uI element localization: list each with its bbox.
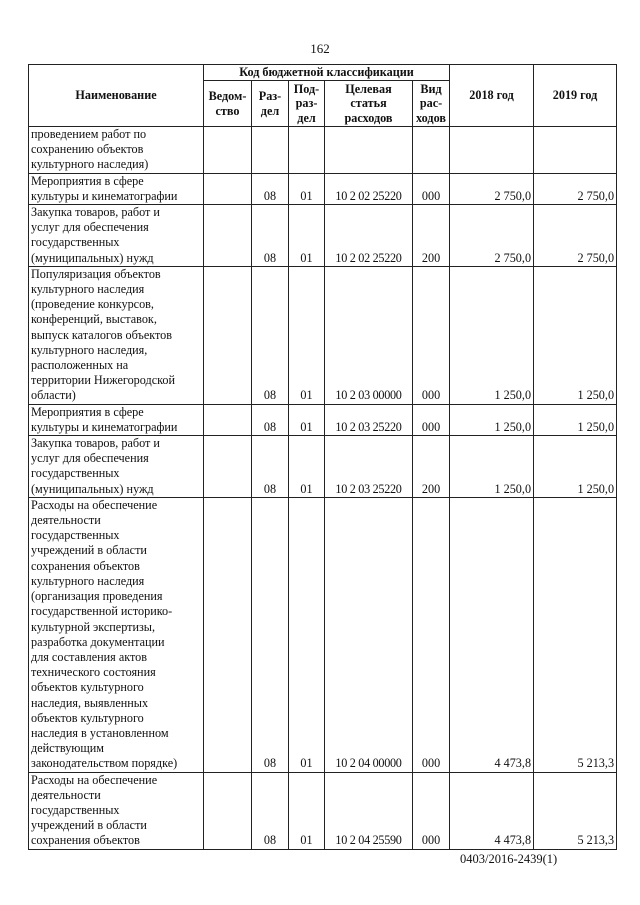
cell-target-item: 10 2 03 25220 xyxy=(325,404,413,435)
table-row xyxy=(29,173,617,204)
header-target-item: Целевая статья расходов xyxy=(325,81,413,127)
cell-target-item: 10 2 03 00000 xyxy=(325,266,413,404)
table-row xyxy=(29,436,617,498)
cell-expense-type: 000 xyxy=(413,497,450,772)
cell-year-2019: 5 213,3 xyxy=(534,772,617,849)
cell-target-item: 10 2 02 25220 xyxy=(325,205,413,267)
cell-department xyxy=(204,436,252,498)
cell-section: 08 xyxy=(252,772,289,849)
table-body xyxy=(29,127,617,850)
cell-section: 08 xyxy=(252,497,289,772)
table-row xyxy=(29,772,617,849)
table-row xyxy=(29,497,617,772)
page-number: 162 xyxy=(310,41,330,56)
table-row xyxy=(29,266,617,404)
cell-year-2018: 2 750,0 xyxy=(450,205,534,267)
cell-year-2018: 1 250,0 xyxy=(450,436,534,498)
cell-target-item: 10 2 04 25590 xyxy=(325,772,413,849)
cell-section: 08 xyxy=(252,404,289,435)
cell-section: 08 xyxy=(252,173,289,204)
cell-section xyxy=(252,127,289,174)
cell-subsection: 01 xyxy=(289,772,325,849)
cell-year-2019: 1 250,0 xyxy=(534,436,617,498)
header-expense-type: Вид рас- ходов xyxy=(413,81,450,127)
cell-department xyxy=(204,497,252,772)
cell-name: Мероприятия в сфере культуры и кинематографии xyxy=(29,173,204,204)
cell-department xyxy=(204,173,252,204)
cell-subsection xyxy=(289,127,325,174)
cell-name: Расходы на обеспечение деятельности государственных учреждений в области сохранения объектов xyxy=(29,772,204,849)
cell-expense-type: 200 xyxy=(413,205,450,267)
cell-expense-type: 000 xyxy=(413,266,450,404)
cell-name: Закупка товаров, работ и услуг для обеспечения государственных (муниципальных) нужд xyxy=(29,436,204,498)
header-section: Раз- дел xyxy=(252,81,289,127)
cell-expense-type: 000 xyxy=(413,772,450,849)
cell-section: 08 xyxy=(252,266,289,404)
cell-subsection: 01 xyxy=(289,497,325,772)
cell-department xyxy=(204,404,252,435)
cell-name: Расходы на обеспечение деятельности государственных учреждений в области сохранения объектов культурного наследия (организация проведения государственной историко- культурной экспертизы, разработка документации для составления актов технического состояния объектов культурного наследия, выявленных объектов культурного наследия в установленном действующим законодательством порядке) xyxy=(29,497,204,772)
header-code-group: Код бюджетной классификации xyxy=(204,65,450,81)
cell-name: Популяризация объектов культурного наследия (проведение конкурсов, конференций, выставок, выпуск каталогов объектов культурного наследия, расположенных на территории Нижегородской области) xyxy=(29,266,204,404)
cell-year-2019: 1 250,0 xyxy=(534,266,617,404)
header-department: Ведом- ство xyxy=(204,81,252,127)
header-row-top xyxy=(29,65,617,81)
cell-subsection: 01 xyxy=(289,173,325,204)
table-row xyxy=(29,404,617,435)
document-code: 0403/2016-2439(1) xyxy=(460,852,558,866)
cell-name: проведением работ по сохранению объектов культурного наследия) xyxy=(29,127,204,174)
cell-target-item: 10 2 03 25220 xyxy=(325,436,413,498)
cell-department xyxy=(204,266,252,404)
header-year-2018: 2018 год xyxy=(450,65,534,127)
cell-target-item: 10 2 04 00000 xyxy=(325,497,413,772)
cell-expense-type: 000 xyxy=(413,173,450,204)
cell-year-2019: 1 250,0 xyxy=(534,404,617,435)
cell-year-2019 xyxy=(534,127,617,174)
table-row xyxy=(29,127,617,174)
cell-year-2018 xyxy=(450,127,534,174)
cell-target-item xyxy=(325,127,413,174)
cell-year-2019: 2 750,0 xyxy=(534,205,617,267)
cell-year-2019: 5 213,3 xyxy=(534,497,617,772)
cell-year-2018: 1 250,0 xyxy=(450,266,534,404)
cell-department xyxy=(204,772,252,849)
cell-expense-type xyxy=(413,127,450,174)
cell-expense-type: 000 xyxy=(413,404,450,435)
cell-target-item: 10 2 02 25220 xyxy=(325,173,413,204)
cell-section: 08 xyxy=(252,205,289,267)
cell-subsection: 01 xyxy=(289,436,325,498)
cell-name: Закупка товаров, работ и услуг для обеспечения государственных (муниципальных) нужд xyxy=(29,205,204,267)
budget-table xyxy=(28,64,617,850)
header-subsection: Под- раз- дел xyxy=(289,81,325,127)
cell-year-2018: 1 250,0 xyxy=(450,404,534,435)
cell-department xyxy=(204,127,252,174)
cell-subsection: 01 xyxy=(289,404,325,435)
table-row xyxy=(29,205,617,267)
header-name: Наименование xyxy=(29,65,204,127)
cell-year-2018: 2 750,0 xyxy=(450,173,534,204)
cell-name: Мероприятия в сфере культуры и кинематографии xyxy=(29,404,204,435)
cell-year-2018: 4 473,8 xyxy=(450,497,534,772)
cell-year-2019: 2 750,0 xyxy=(534,173,617,204)
cell-department xyxy=(204,205,252,267)
cell-expense-type: 200 xyxy=(413,436,450,498)
header-year-2019: 2019 год xyxy=(534,65,617,127)
cell-year-2018: 4 473,8 xyxy=(450,772,534,849)
cell-subsection: 01 xyxy=(289,266,325,404)
cell-subsection: 01 xyxy=(289,205,325,267)
cell-section: 08 xyxy=(252,436,289,498)
